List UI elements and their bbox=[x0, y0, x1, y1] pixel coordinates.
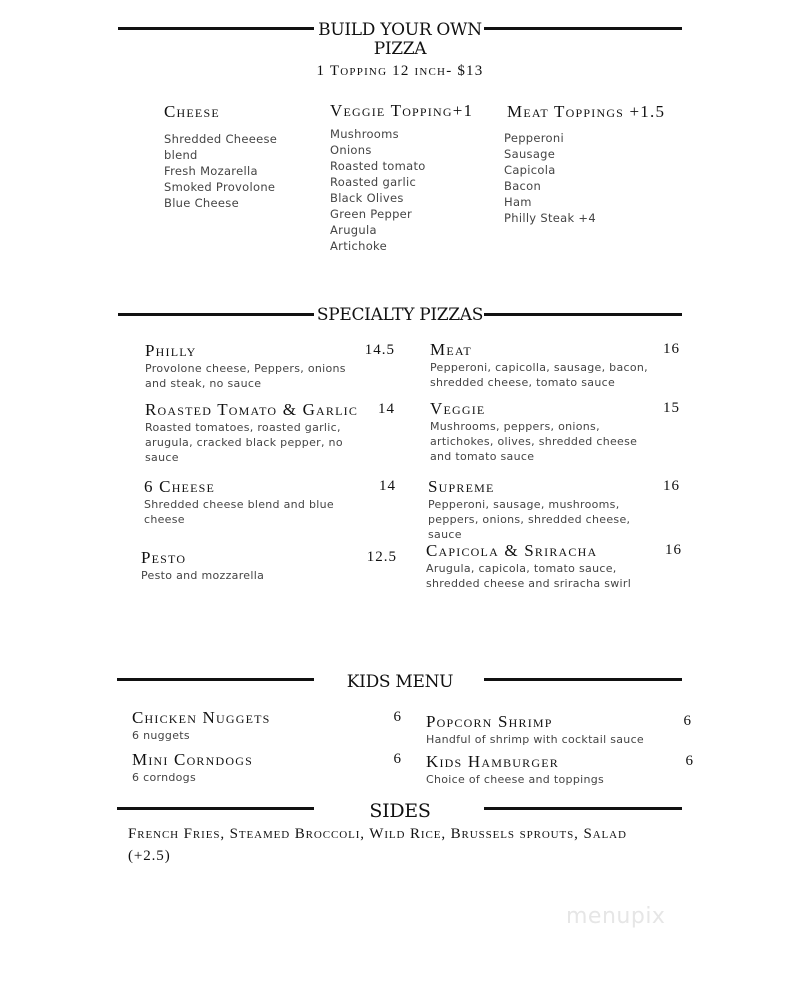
menu-item bbox=[145, 341, 395, 391]
section-title-build-your-own bbox=[300, 21, 500, 59]
menu-item bbox=[428, 477, 680, 542]
divider-rule bbox=[118, 313, 314, 316]
menu-item bbox=[145, 400, 395, 465]
column-heading: Cheese bbox=[164, 102, 220, 121]
item-price: 14 bbox=[379, 478, 396, 494]
item-name: Philly bbox=[145, 341, 197, 360]
item-description: Pepperoni, capicolla, sausage, bacon, shredded cheese, tomato sauce bbox=[430, 361, 648, 389]
item-price: 16 bbox=[663, 341, 680, 357]
item-description: Pepperoni, sausage, mushrooms, peppers, onions, shredded cheese, sauce bbox=[428, 498, 631, 541]
list-item: Philly Steak +4 bbox=[504, 211, 596, 225]
list-item: Black Olives bbox=[330, 191, 404, 205]
menu-item bbox=[430, 399, 680, 464]
column-heading: Veggie Topping+1 bbox=[330, 101, 474, 120]
item-price: 14.5 bbox=[364, 342, 395, 358]
list-item: Capicola bbox=[504, 163, 556, 177]
divider-rule bbox=[117, 807, 314, 810]
menu-item bbox=[144, 477, 396, 527]
item-name: Popcorn Shrimp bbox=[426, 712, 553, 731]
menu-item bbox=[132, 750, 402, 785]
list-item: Green Pepper bbox=[330, 207, 413, 221]
item-name: Supreme bbox=[428, 477, 495, 496]
item-price: 16 bbox=[663, 478, 680, 494]
item-name: Chicken Nuggets bbox=[132, 708, 271, 727]
divider-rule bbox=[118, 27, 314, 30]
section-title-kids: KIDS MENU bbox=[346, 672, 454, 692]
topping-list bbox=[164, 131, 277, 211]
list-item: Roasted garlic bbox=[330, 175, 417, 189]
list-item: Artichoke bbox=[330, 239, 387, 253]
item-name: Kids Hamburger bbox=[426, 752, 559, 771]
item-name: Meat bbox=[430, 340, 472, 359]
item-description: Provolone cheese, Peppers, onions and steak, no sauce bbox=[145, 362, 346, 390]
list-item: Arugula bbox=[330, 223, 377, 237]
list-item: Roasted tomato bbox=[330, 159, 426, 173]
topping-column-meat bbox=[504, 102, 666, 226]
sides-line: French Fries, Steamed Broccoli, Wild Rice, Brussels sprouts, Salad bbox=[128, 826, 627, 842]
menu-item bbox=[141, 548, 397, 583]
divider-rule bbox=[484, 807, 682, 810]
item-price: 14 bbox=[378, 401, 395, 417]
item-name: Capicola & Sriracha bbox=[426, 541, 598, 560]
item-description: Choice of cheese and toppings bbox=[426, 773, 605, 786]
item-price: 12.5 bbox=[366, 549, 397, 565]
topping-list bbox=[504, 130, 665, 226]
divider-rule bbox=[117, 678, 314, 681]
build-subtitle: 1 Topping 12 inch- $13 bbox=[316, 63, 484, 79]
list-item: Mushrooms bbox=[330, 127, 399, 141]
item-name: Veggie bbox=[430, 399, 486, 418]
list-item: blend bbox=[164, 148, 198, 162]
topping-column-veggie bbox=[330, 101, 473, 254]
sides-line: (+2.5) bbox=[128, 848, 171, 864]
menu-item bbox=[430, 340, 680, 390]
menu-item bbox=[426, 752, 694, 787]
section-title-specialty: SPECIALTY PIZZAS bbox=[316, 305, 484, 325]
column-heading: Meat Toppings +1.5 bbox=[507, 102, 666, 121]
item-name: Mini Corndogs bbox=[132, 750, 253, 769]
menu-item bbox=[426, 712, 692, 747]
item-description: Roasted tomatoes, roasted garlic, arugula, cracked black pepper, no sauce bbox=[145, 421, 343, 464]
item-description: Shredded cheese blend and blue cheese bbox=[144, 498, 334, 526]
item-price: 6 bbox=[393, 751, 402, 767]
list-item: Blue Cheese bbox=[164, 196, 239, 210]
item-description: Mushrooms, peppers, onions, artichokes, olives, shredded cheese and tomato sauce bbox=[430, 420, 638, 463]
item-price: 16 bbox=[665, 542, 682, 558]
list-item: Ham bbox=[504, 195, 532, 209]
list-item: Sausage bbox=[504, 147, 556, 161]
item-price: 15 bbox=[663, 400, 680, 416]
list-item: Shredded Cheeese bbox=[164, 132, 278, 146]
item-price: 6 bbox=[683, 713, 692, 729]
divider-rule bbox=[484, 313, 682, 316]
topping-column-cheese bbox=[164, 102, 277, 211]
title-line: PIZZA bbox=[373, 39, 427, 59]
item-description: 6 corndogs bbox=[132, 771, 196, 784]
list-item: Fresh Mozarella bbox=[164, 164, 258, 178]
section-title-sides: SIDES bbox=[369, 800, 431, 822]
list-item: Onions bbox=[330, 143, 372, 157]
item-price: 6 bbox=[685, 753, 694, 769]
topping-list bbox=[330, 126, 473, 254]
item-description: Pesto and mozzarella bbox=[141, 569, 265, 582]
item-name: 6 Cheese bbox=[144, 477, 216, 496]
list-item: Smoked Provolone bbox=[164, 180, 276, 194]
item-description: 6 nuggets bbox=[132, 729, 190, 742]
item-price: 6 bbox=[393, 709, 402, 725]
item-name: Roasted Tomato & Garlic bbox=[145, 400, 359, 419]
divider-rule bbox=[484, 678, 682, 681]
list-item: Pepperoni bbox=[504, 131, 564, 145]
divider-rule bbox=[484, 27, 682, 30]
menu-item bbox=[132, 708, 402, 743]
item-name: Pesto bbox=[141, 548, 187, 567]
list-item: Bacon bbox=[504, 179, 542, 193]
item-description: Handful of shrimp with cocktail sauce bbox=[426, 733, 644, 746]
title-line: BUILD YOUR OWN bbox=[318, 20, 482, 40]
sides-list bbox=[128, 823, 627, 867]
menu-item bbox=[426, 541, 682, 591]
item-description: Arugula, capicola, tomato sauce, shredded cheese and sriracha swirl bbox=[426, 562, 632, 590]
watermark-logo: menupix bbox=[566, 904, 666, 929]
